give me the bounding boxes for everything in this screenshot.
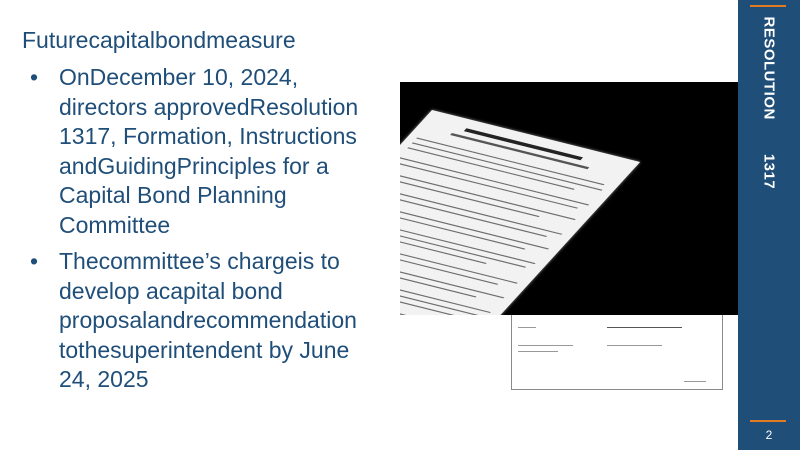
signature-text-mark — [518, 351, 558, 352]
bullet-line: 1317, Formation, Instructions — [59, 123, 357, 149]
bullet-list — [22, 63, 407, 402]
page-footer-mark — [684, 381, 706, 382]
signature-text-mark — [607, 345, 662, 346]
sidebar-label-number: 1317 — [760, 153, 778, 190]
signature-text-mark — [518, 345, 573, 346]
bullet-line: tothesuperintendent by June — [59, 336, 350, 363]
page-number: 2 — [765, 428, 773, 442]
bullet-line: 24, 2025 — [59, 366, 149, 392]
bullet-line: develop acapital bond — [59, 277, 283, 304]
bullet-line: OnDecember 10, 2024, — [59, 64, 299, 90]
resolution-signature-page-image — [511, 310, 723, 390]
sidebar-label-resolution: RESOLUTION — [760, 16, 778, 120]
bullet-line: proposalandrecommendation — [59, 307, 357, 333]
paper-text-line — [416, 138, 604, 186]
resolution-paper — [400, 110, 640, 315]
bullet-dot: • — [30, 64, 39, 90]
bullet-line: andGuidingPrinciples for a — [59, 152, 329, 179]
resolution-document-photo — [400, 82, 753, 315]
slide-title: Futurecapitalbondmeasure — [22, 27, 296, 53]
sidebar-bar — [738, 0, 800, 450]
accent-line-bottom — [750, 420, 786, 422]
bullet-line: Capital Bond Planning — [59, 182, 287, 208]
accent-line-top — [750, 5, 786, 7]
bullet-line: directors approvedResolution — [59, 93, 359, 120]
bullet-item — [22, 247, 407, 395]
bullet-line: Thecommittee’s chargeis to — [59, 248, 340, 274]
bullet-dot: • — [30, 248, 39, 274]
paper-heading-mark — [464, 128, 583, 160]
attest-mark — [518, 327, 536, 328]
bullet-line: Committee — [59, 211, 171, 238]
bullet-item — [22, 63, 407, 240]
signature-line — [607, 327, 682, 328]
